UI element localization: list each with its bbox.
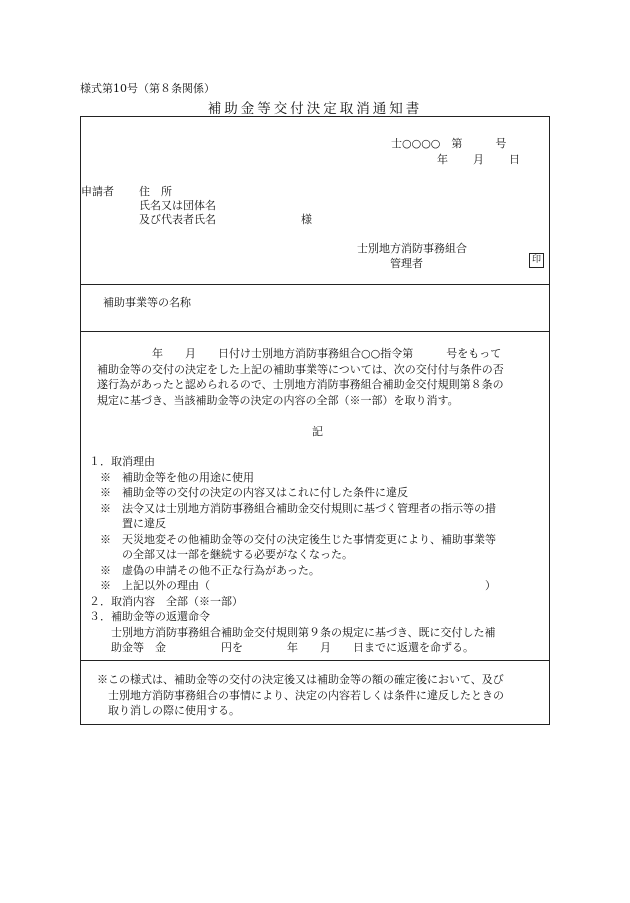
body-line: 規定に基づき、当該補助金等の決定の内容の全部（※一部）を取り消す。 (97, 393, 459, 407)
applicant-name-label: 氏名又は団体名 (139, 199, 216, 212)
divider-1 (81, 284, 549, 285)
items-list (89, 454, 496, 656)
body-line: 補助金等の交付の決定をした上記の補助事業等については、次の交付付与条件の否 (97, 362, 504, 376)
divider-3 (81, 660, 549, 661)
list-item: ※ 補助金等の交付の決定の内容又はこれに付した条件に違反 (89, 486, 408, 499)
list-item: ※ 法令又は士別地方消防事務組合補助金交付規則に基づく管理者の指示等の措 (89, 501, 496, 515)
applicant-representative-label: 及び代表者氏名 (139, 213, 216, 226)
list-item: １．取消理由 (89, 455, 155, 468)
list-item: ※ 天災地変その他補助金等の交付の決定後生じた事情変更により、補助事業等 (89, 532, 496, 546)
note-line: ※この様式は、補助金等の交付の決定後又は補助金等の額の確定後において、及び (97, 673, 504, 686)
list-item: ※ 補助金等を他の用途に使用 (89, 470, 254, 484)
divider-2 (81, 331, 549, 332)
list-item: ２．取消内容 全部（※一部） (89, 594, 243, 608)
issuer-org: 士別地方消防事務組合 (357, 242, 467, 255)
project-name-label: 補助事業等の名称 (103, 296, 191, 309)
ki-heading: 記 (312, 425, 323, 438)
document-number: 士○○○○ 第 号 (391, 137, 507, 150)
body-line: 遂行為があったと認められるので、士別地方消防事務組合補助金交付規則第８条の (97, 378, 504, 391)
body-paragraph (97, 346, 504, 408)
applicant-label: 申請者 (81, 185, 114, 198)
honorific: 様 (301, 213, 312, 226)
list-item: の全部又は一部を継続する必要がなくなった。 (89, 548, 353, 561)
applicant-address-label: 住 所 (139, 185, 172, 198)
list-item: 置に違反 (89, 517, 166, 530)
list-item: ３．補助金等の返還命令 (89, 610, 210, 623)
usage-note (97, 672, 504, 719)
note-line: 取り消しの際に使用する。 (97, 704, 240, 717)
list-item: 士別地方消防事務組合補助金交付規則第９条の規定に基づき、既に交付した補 (89, 625, 496, 639)
form-number: 様式第10号（第８条関係） (80, 82, 215, 95)
issuer-title: 管理者 (390, 257, 423, 270)
list-item: ※ 虚偽の申請その他不正な行為があった。 (89, 563, 320, 577)
list-item: ※ 上記以外の理由（ ） (89, 579, 496, 592)
note-line: 士別地方消防事務組合の事情により、決定の内容若しくは条件に違反したときの (97, 688, 504, 702)
issue-date: 年 月 日 (437, 153, 521, 166)
seal-mark: 印 (529, 253, 544, 268)
form-box (80, 116, 550, 725)
list-item: 助金等 金 円を 年 月 日までに返還を命ずる。 (89, 641, 474, 654)
document-title: 補助金等交付決定取消通知書 (207, 101, 423, 117)
body-line: 年 月 日付け士別地方消防事務組合○○指令第 号をもって (97, 347, 502, 360)
